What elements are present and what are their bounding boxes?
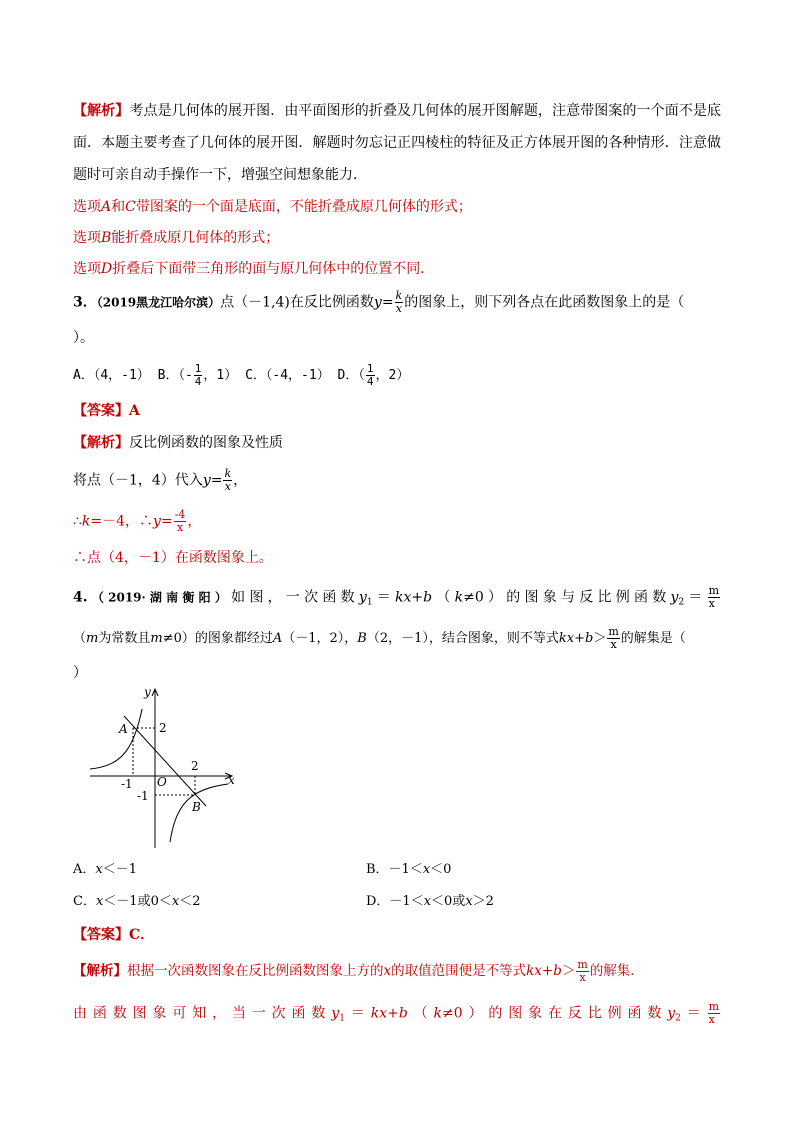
hyperbola-branch-left (90, 709, 142, 769)
question-number: 3． (73, 294, 97, 311)
question-source: （2019黑龙江哈尔滨） (96, 295, 221, 310)
fraction-k-over-x: $\frac{k}{x}$ (395, 289, 403, 315)
q3-answer: 【答案】A (73, 403, 140, 419)
p2-line-4: 选项A和C带图案的一个面是底面，不能折叠成原几何体的形式； (73, 199, 472, 215)
q3-options (73, 363, 409, 388)
tick-label-neg1-x: -1 (121, 777, 133, 791)
q4-solution-line-1: 【解析】根据一次函数图象在反比例函数图象上方的x的取值范围便是不等式kx+b＞ $\frac{m}{x}$ 的解集． (73, 958, 644, 984)
tick-label-2-y: 2 (159, 721, 167, 735)
q3-stem-line-2: ）。 (73, 330, 94, 346)
q4-option-c: C．x＜－1或0＜x＜2 (73, 894, 201, 909)
q4-stem-line-1: 4.（2019·湖南衡阳）如图，一次函数$y_1=kx+b(k\ne 0)$的图象与反比例函数$y_2=$ $\frac{m}{x}$ (73, 584, 720, 610)
question-source: （2019·湖南衡阳） (87, 590, 232, 605)
tick-label-neg1-y: -1 (137, 789, 149, 803)
point-b-label: B (192, 800, 201, 814)
point-a-label: A (119, 722, 128, 736)
q3-solution-line-2: ∴k=－4，∴y= $\frac{-4}{x}$ ， (73, 508, 202, 534)
tick-label-2-x: 2 (191, 759, 199, 773)
p2-line-5: 选项B能折叠成原几何体的形式； (73, 230, 280, 246)
option-d: D．（ $\frac{1}{4}$ ，2） (337, 362, 410, 388)
q3-solution-line-1: 将点（－1，4）代入y= $\frac{k}{x}$ ， (73, 467, 248, 493)
origin-label: O (157, 775, 167, 789)
p2-line-3: 题时可亲自动手操作一下，增强空间想象能力． (73, 167, 367, 183)
q4-option-d: D．－1＜x＜0或x＞2 (366, 894, 494, 909)
p2-line-2: 面．本题主要考查了几何体的展开图．解题时勿忘记正四棱柱的特征及正方体展开图的各种情形．注意做 (73, 135, 721, 151)
x-axis-label: x (228, 773, 235, 787)
q3-solution-line-3: ∴点（4，－1）在函数图象上。 (73, 550, 273, 566)
q3-analysis: 【解析】反比例函数的图象及性质 (73, 435, 283, 451)
q4-answer: 【答案】C． (73, 927, 155, 943)
q4-option-b: B．－1＜x＜0 (366, 862, 452, 877)
q4-stem-line-2: （m为常数且m≠0）的图象都经过A（－1，2），B（2，－1），结合图象，则不等式kx+b＞ $\frac{m}{x}$ 的解集是（ (73, 625, 686, 651)
analysis-label: 【解析】 (73, 103, 130, 119)
option-a: A．（4，-1） (73, 368, 150, 383)
q3-stem-line-1: 3．（2019黑龙江哈尔滨）点（－1,4)在反比例函数y= $\frac{k}{x}$ 的图象上，则下列各点在此函数图象上的是（ (73, 289, 685, 315)
p2-line-1: 【解析】考点是几何体的展开图．由平面图形的折叠及几何体的展开图解题，注意带图案的一个面不是底 (73, 103, 722, 119)
p2-line-6: 选项D折叠后下面带三角形的面与原几何体中的位置不同． (73, 261, 435, 277)
q4-solution-line-2: 由函数图象可知，当一次函数$y_1=kx+b(k\ne 0)$的图象在反比例函数$y_2=$ $\frac{m}{x}$ (73, 1000, 720, 1026)
q4-option-a: A．x＜－1 (73, 862, 138, 877)
option-b: B．（- $\frac{1}{4}$ ，1） (157, 362, 238, 388)
question-number: 4. (73, 589, 88, 606)
function-graph (88, 684, 248, 848)
q4-stem-line-3: ） (73, 665, 87, 681)
y-axis-label: y (144, 685, 151, 699)
option-c: C．（-4，-1） (245, 368, 330, 383)
